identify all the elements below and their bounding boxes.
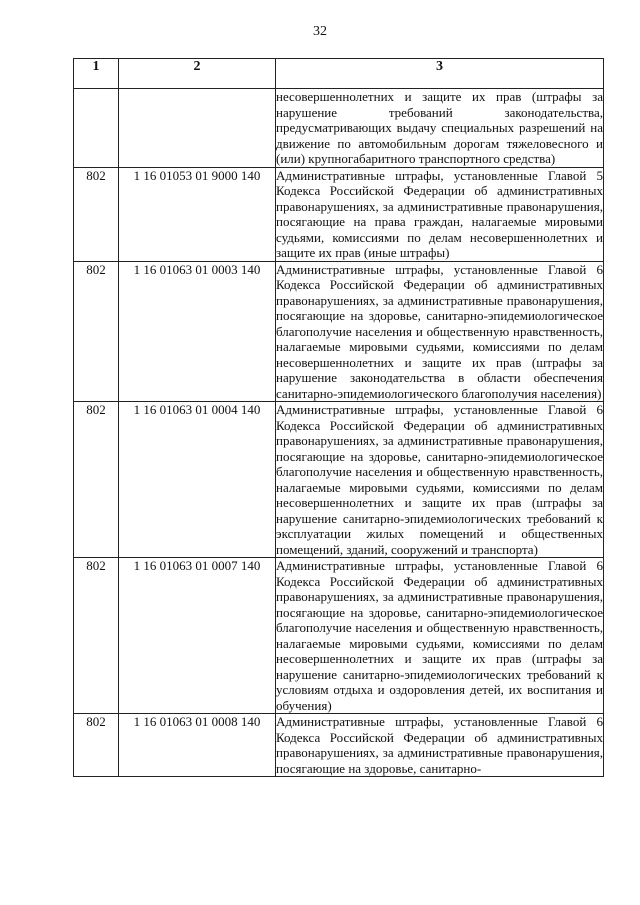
description-cell: Административные штрафы, установленные Главой 5 Кодекса Российской Федерации об административных правонарушениях, за административные правонарушения, посягающие на права граждан, налагаемые мировыми судьями, комиссиями по делам несовершеннолетних и защите их прав (иные штрафы) [276, 167, 603, 260]
table-row [74, 261, 604, 402]
table-row [74, 89, 604, 168]
budget-code-cell: 1 16 01063 01 0007 140 [119, 558, 276, 714]
budget-code-cell: 1 16 01063 01 0003 140 [119, 261, 276, 402]
admin-code-cell [74, 89, 119, 168]
budget-code-cell: 1 16 01053 01 9000 140 [119, 167, 276, 261]
description-cell: Административные штрафы, установленные Главой 6 Кодекса Российской Федерации об административных правонарушениях, за административные правонарушения, посягающие на здоровье, санитарно-эпидемиологическое благополучие населения и общественную нравственность, налагаемые мировыми судьями, комиссиями по делам несовершеннолетних и защите их прав (штрафы за нарушение санитарно-эпидемиологических требований к условиям отдыха и оздоровления детей, их воспитания и обучения) [276, 558, 603, 713]
admin-code-cell: 802 [74, 558, 119, 714]
column-header-1: 1 [74, 59, 119, 89]
table-row [74, 402, 604, 558]
page-number: 32 [313, 24, 327, 39]
budget-codes-table [73, 58, 604, 777]
description-cell: Административные штрафы, установленные Главой 6 Кодекса Российской Федерации об административных правонарушениях, за административные правонарушения, посягающие на здоровье, санитарно-эпидемиологическое благополучие населения и общественную нравственность, налагаемые мировыми судьями, комиссиями по делам несовершеннолетних и защите их прав (штрафы за нарушение законодательства в области обеспечения санитарно-эпидемиологического благополучия населения) [276, 261, 603, 401]
column-header-2: 2 [119, 59, 276, 89]
budget-code-cell: 1 16 01063 01 0008 140 [119, 714, 276, 777]
description-cell: Административные штрафы, установленные Главой 6 Кодекса Российской Федерации об административных правонарушениях, за административные правонарушения, посягающие на здоровье, санитарно-эпидемиологическое благополучие населения и общественную нравственность, налагаемые мировыми судьями, комиссиями по делам несовершеннолетних и защите их прав (штрафы за нарушение санитарно-эпидемиологических требований к эксплуатации жилых помещений и общественных помещений, зданий, сооружений и транспорта) [276, 402, 603, 557]
admin-code-cell: 802 [74, 261, 119, 402]
description-cell: несовершеннолетних и защите их прав (штрафы за нарушение требований законодательства, предусматривающих выдачу специальных разрешений на движение по автомобильным дорогам тяжеловесного и (или) крупногабаритного транспортного средства) [276, 89, 603, 166]
admin-code-cell: 802 [74, 402, 119, 558]
admin-code-cell: 802 [74, 167, 119, 261]
admin-code-cell: 802 [74, 714, 119, 777]
table-header-row [74, 59, 604, 89]
table-row [74, 714, 604, 777]
table-row [74, 558, 604, 714]
description-cell: Административные штрафы, установленные Главой 6 Кодекса Российской Федерации об административных правонарушениях, за административные правонарушения, посягающие на здоровье, санитарно- [276, 714, 603, 776]
column-header-3: 3 [276, 59, 604, 89]
budget-code-cell: 1 16 01063 01 0004 140 [119, 402, 276, 558]
budget-code-cell [119, 89, 276, 168]
table-row [74, 167, 604, 261]
